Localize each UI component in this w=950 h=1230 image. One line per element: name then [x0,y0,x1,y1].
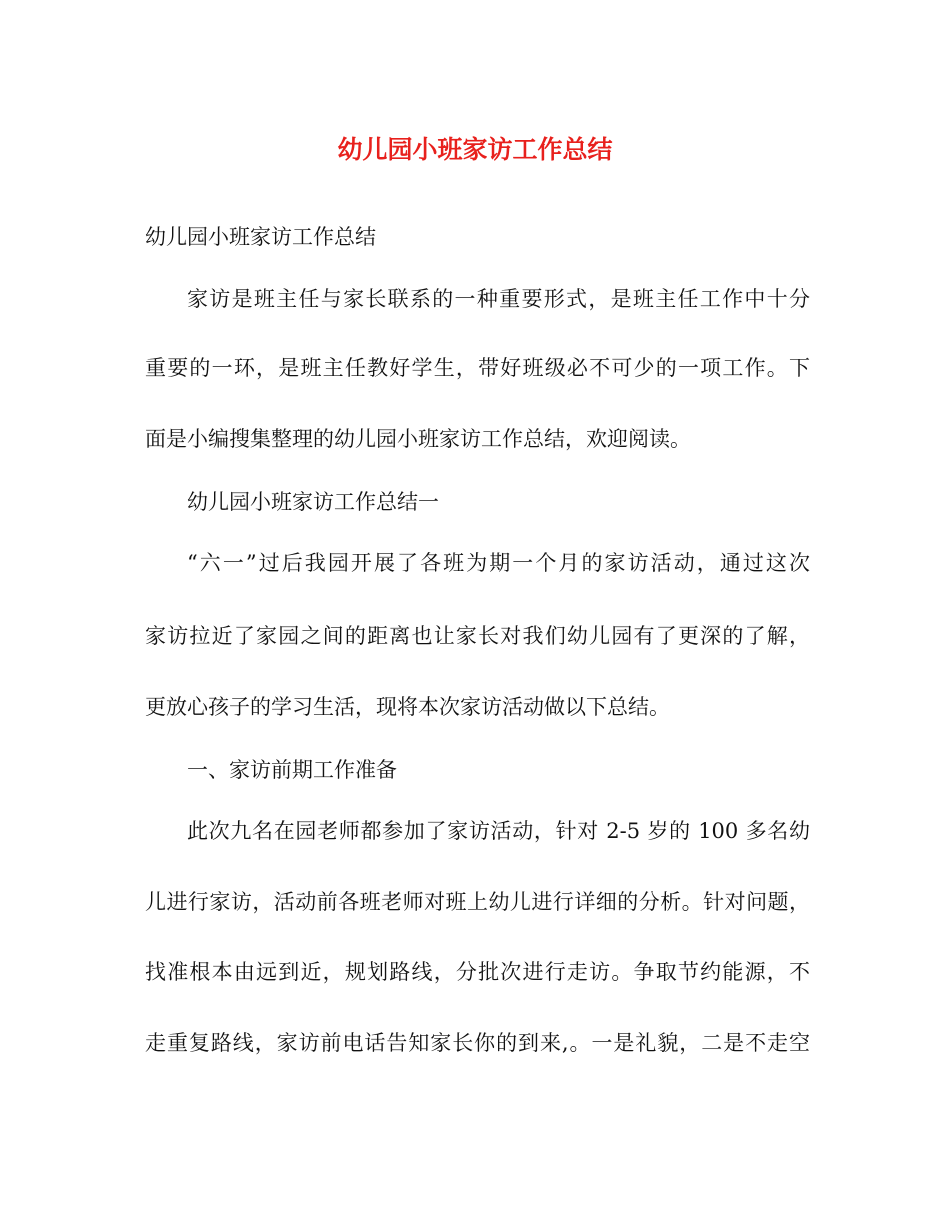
paragraph-line: 此次九名在园老师都参加了家访活动，针对 2-5 岁的 100 多名幼 [187,819,810,843]
paragraph-line: 儿进行家访，活动前各班老师对班上幼儿进行详细的分析。针对问题， [145,890,810,914]
paragraph-line: 面是小编搜集整理的幼儿园小班家访工作总结，欢迎阅读。 [145,427,691,451]
paragraph-line: 家访是班主任与家长联系的一种重要形式，是班主任工作中十分 [187,287,810,311]
section-heading: 幼儿园小班家访工作总结一 [187,490,439,514]
paragraph-line: 更放心孩子的学习生活，现将本次家访活动做以下总结。 [145,695,670,719]
paragraph-line: 家访拉近了家园之间的距离也让家长对我们幼儿园有了更深的了解， [145,624,810,648]
paragraph-line: “六一”过后我园开展了各班为期一个月的家访活动，通过这次 [187,551,810,575]
subtitle-line: 幼儿园小班家访工作总结 [145,225,376,249]
paragraph-line: 找准根本由远到近，规划路线，分批次进行走访。争取节约能源，不 [145,960,810,984]
paragraph-line: 走重复路线，家访前电话告知家长你的到来,。一是礼貌，二是不走空 [145,1031,810,1055]
document-title: 幼儿园小班家访工作总结 [337,135,613,164]
paragraph-line: 重要的一环，是班主任教好学生，带好班级必不可少的一项工作。下 [145,356,810,380]
section-heading: 一、家访前期工作准备 [187,758,397,782]
